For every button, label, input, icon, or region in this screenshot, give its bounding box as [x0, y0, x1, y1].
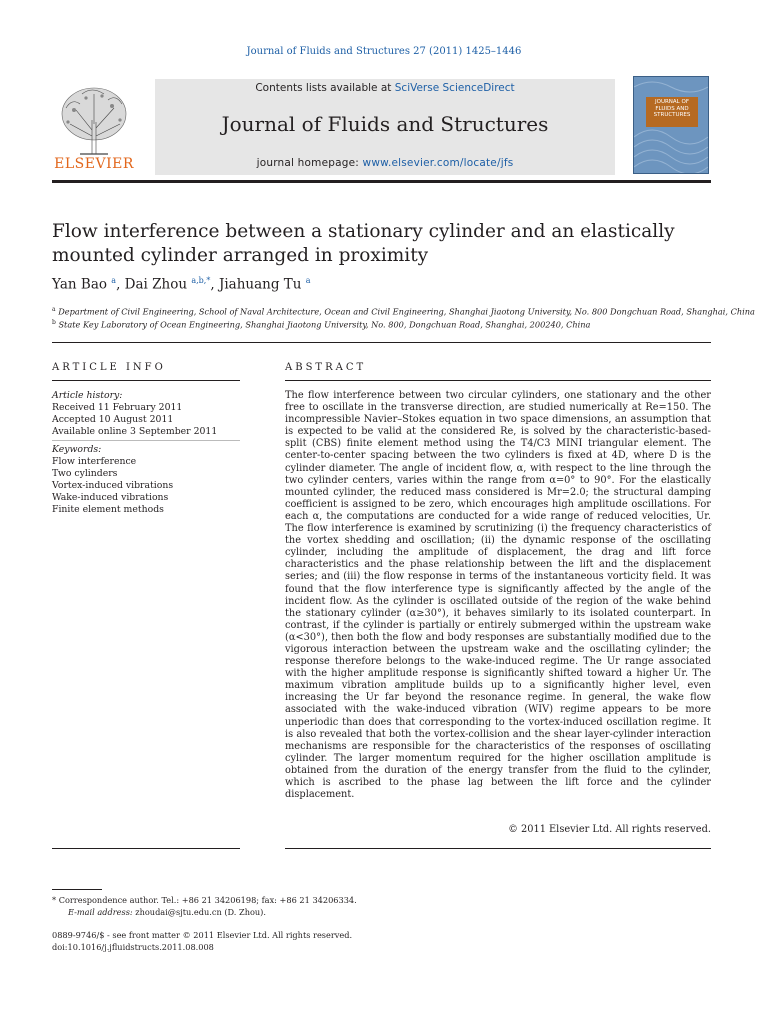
journal-citation[interactable]: Journal of Fluids and Structures 27 (2011) 1425–1446: [246, 46, 522, 57]
abstract-rule: [285, 380, 711, 381]
keywords: [52, 444, 242, 516]
author-affiliation-mark[interactable]: a: [111, 276, 117, 285]
history-accepted: Accepted 10 August 2011: [52, 414, 174, 425]
cover-label: JOURNAL OF FLUIDS AND STRUCTURES: [646, 97, 698, 127]
affiliation-text: Department of Civil Engineering, School of Naval Architecture, Ocean and Civil Engineering, Shanghai Jiaotong University, No. 800 Dongchuan Road, Shanghai, China: [58, 306, 755, 317]
author-name: Dai Zhou: [124, 276, 188, 293]
article-info-bottom-rule: [52, 848, 240, 849]
article-history: [52, 390, 242, 438]
elsevier-wordmark: ELSEVIER: [54, 156, 134, 172]
affiliation: [52, 319, 590, 330]
author-affiliation-mark[interactable]: a: [305, 276, 311, 285]
copyright: © 2011 Elsevier Ltd. All rights reserved.: [508, 824, 711, 835]
author-list: Yan Bao $^a$, Dai Zhou $^{a,b,*}$, Jiahuang Tu $^a$: [52, 276, 311, 293]
article-info-heading: ARTICLE INFO: [52, 362, 166, 373]
author-name: Yan Bao: [52, 276, 107, 293]
contents-prefix: Contents lists available at: [255, 82, 395, 94]
journal-title: Journal of Fluids and Structures: [221, 112, 549, 136]
affiliation-rule: [52, 342, 711, 343]
correspondence-note: * Correspondence author. Tel.: +86 21 34206198; fax: +86 21 34206334.: [52, 895, 357, 905]
journal-cover: [633, 76, 709, 174]
footnote-rule: [52, 889, 102, 890]
homepage-link[interactable]: www.elsevier.com/locate/jfs: [362, 157, 514, 169]
author-affiliation-mark[interactable]: a,b,*: [191, 276, 211, 285]
keyword-item: Two cylinders: [52, 468, 118, 479]
history-divider: [52, 440, 240, 441]
keyword-item: Wake-induced vibrations: [52, 492, 169, 503]
author-name: Jiahuang Tu: [218, 276, 302, 293]
homepage-prefix: journal homepage:: [256, 157, 363, 169]
article-title-line-2: mounted cylinder arranged in proximity: [52, 245, 429, 266]
article-title-line-1: Flow interference between a stationary cylinder and an elastically: [52, 221, 675, 242]
email-line: [68, 907, 266, 918]
keyword-item: Finite element methods: [52, 504, 164, 515]
abstract-heading: ABSTRACT: [285, 362, 367, 373]
abstract-bottom-rule: [285, 848, 711, 849]
affiliation: [52, 306, 755, 317]
affiliation-mark: b: [52, 319, 56, 326]
email-label: E-mail address:: [68, 907, 133, 917]
affiliation-text: State Key Laboratory of Ocean Engineering, Shanghai Jiaotong University, No. 800, Dongchuan Road, Shanghai, 200240, China: [58, 319, 591, 330]
article-title: [52, 220, 732, 268]
doi-line[interactable]: doi:10.1016/j.jfluidstructs.2011.08.008: [52, 942, 214, 952]
article-info-rule: [52, 380, 240, 381]
keyword-item: Vortex-induced vibrations: [52, 480, 174, 491]
header-rule: [52, 180, 711, 183]
abstract-text: The flow interference between two circular cylinders, one stationary and the other free to oscillate in the transverse direction, are studied numerically at Re=150. The incompressible Navier–Stokes equation in two space dimensions, an assumption that is expected to be valid at the considered Re, is solved by the characteristic-based-split (CBS) finite element method using the T4/C3 MINI triangular element. The center-to-center spacing between the two cylinders is fixed at 4D, where D is the cylinder diameter. The angle of incident flow, α, with respect to the line through the two cylinder centers, varies within the range from α=0° to 90°. For the elastically mounted cylinder, the reduced mass considered is Mr=2.0; the structural damping coefficient is assigned to be zero, which encourages high amplitude oscillations. For each α, the computations are conducted for a wide range of reduced velocities, Ur. The flow interference is examined by scrutinizing (i) the frequency characteristics of the vortex shedding and oscillation; (ii) the dynamic response of the oscillating cylinder, including the amplitude of displacement, the drag and lift force characteristics and the phase relationship between the lift and the displacement series; and (iii) the flow response in terms of the instantaneous vorticity field. It was found that the flow interference type is significantly affected by the angle of the incident flow. As the cylinder is oscillated outside of the region of the wake behind the stationary cylinder (α≥30°), it behaves similarly to its isolated counterpart. In contrast, if the cylinder is partially or entirely submerged within the upstream wake (α<30°), then both the flow and body responses are substantially modified due to the vigorous interaction between the upstream wake and the oscillating cylinder; the response therefore belongs to the wake-induced regime. The Ur range associated with the higher amplitude response is significantly shifted toward a higher Ur. The maximum vibration amplitude builds up to a significantly higher level, even increasing the Ur far beyond the resonance regime. In general, the wake flow associated with the wake-induced vibration (WIV) regime appears to be more unperiodic than does that corresponding to the vortex-induced oscillation regime. It is also revealed that both the vortex-collision and the shear layer-cylinder interaction mechanisms are responsible for the characteristics of the responses of oscillating cylinder. The larger momentum required for the higher oscillation amplitude is obtained from the duration of the energy transfer from the fluid to the cylinder, which is ascribed to the phase lag between the lift force and the cylinder displacement.: [285, 390, 711, 801]
elsevier-logo: [52, 80, 136, 176]
issn-line: 0889-9746/$ - see front matter © 2011 Elsevier Ltd. All rights reserved.: [52, 930, 353, 940]
history-received: Received 11 February 2011: [52, 402, 183, 413]
affiliation-mark: a: [52, 306, 56, 313]
sciencedirect-link[interactable]: SciVerse ScienceDirect: [394, 82, 515, 94]
keywords-label: Keywords:: [52, 444, 102, 455]
email-address[interactable]: zhoudai@sjtu.edu.cn (D. Zhou).: [135, 907, 266, 917]
keyword-item: Flow interference: [52, 456, 137, 467]
contents-line: [155, 82, 615, 94]
homepage-line: [155, 157, 615, 169]
history-online: Available online 3 September 2011: [52, 426, 218, 437]
history-label: Article history:: [52, 390, 123, 401]
